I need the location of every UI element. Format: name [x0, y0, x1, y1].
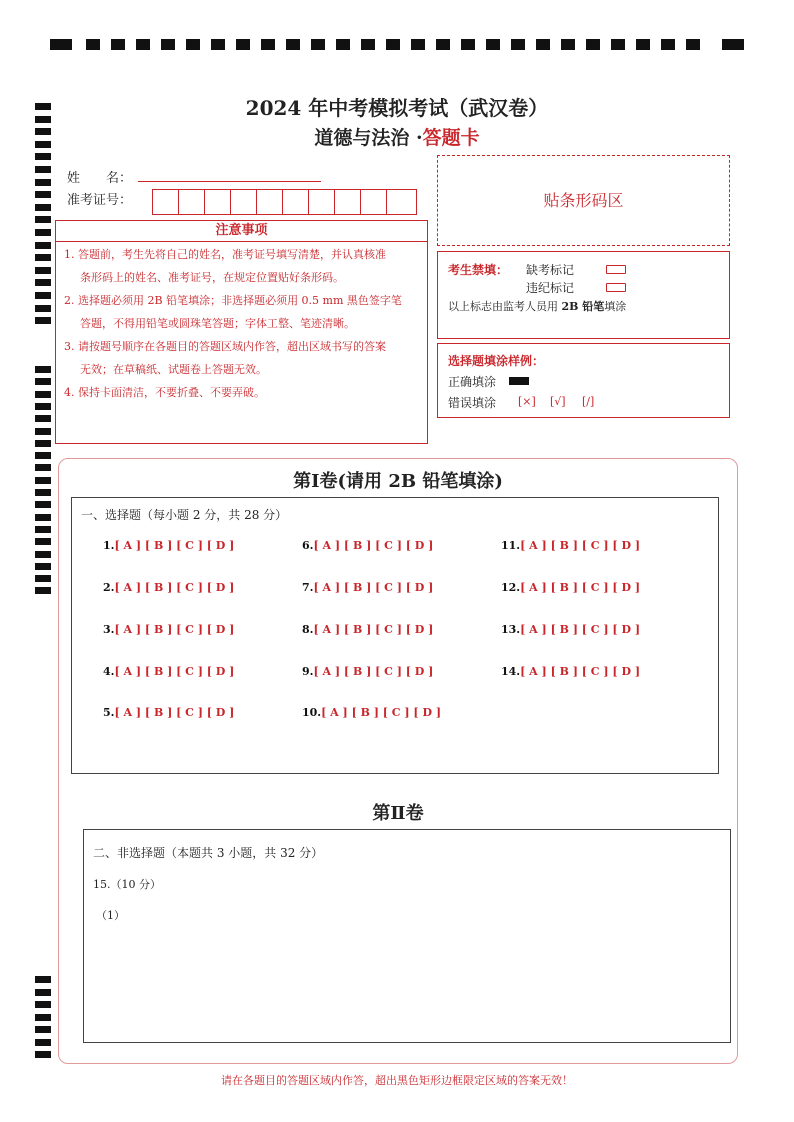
timing-mark	[35, 428, 51, 435]
notice-body	[55, 241, 428, 444]
timing-mark	[35, 403, 51, 410]
exam-id-label: 准考证号：	[67, 193, 133, 208]
note-text: 以上标志由监考人员用	[448, 300, 562, 313]
timing-mark	[35, 1051, 51, 1058]
timing-mark	[35, 179, 51, 186]
timing-mark	[35, 242, 51, 249]
timing-mark	[35, 229, 51, 236]
timing-mark	[35, 477, 51, 484]
correct-fill-label: 正确填涂	[448, 375, 497, 389]
fill-example-box	[437, 343, 730, 418]
answer-card-label: 答题卡	[422, 127, 480, 149]
timing-mark	[35, 587, 51, 594]
question-4[interactable]: 4.[ A ] [ B ] [ C ] [ D ]	[103, 665, 235, 678]
timing-mark	[35, 267, 51, 274]
timing-mark	[35, 976, 51, 983]
question-13[interactable]: 13.[ A ] [ B ] [ C ] [ D ]	[501, 623, 641, 636]
page-title: 2024 年中考模拟考试（武汉卷）	[245, 96, 549, 120]
timing-mark	[35, 464, 51, 471]
name-label: 姓 名：	[67, 171, 133, 186]
notice-line: 无效；在草稿纸、试题卷上答题无效。	[80, 363, 267, 376]
timing-mark	[35, 514, 51, 521]
timing-mark	[35, 153, 51, 160]
absent-mark-box[interactable]	[606, 265, 626, 274]
subject-name: 道德与法治 ·	[314, 127, 423, 149]
notice-heading: 注意事项	[55, 220, 428, 242]
notice-line: 3. 请按题号顺序在各题目的答题区域内作答，超出区域书写的答案	[64, 340, 386, 353]
question-5[interactable]: 5.[ A ] [ B ] [ C ] [ D ]	[103, 706, 235, 719]
timing-mark	[35, 501, 51, 508]
forbidden-label: 考生禁填：	[448, 263, 509, 277]
question-7[interactable]: 7.[ A ] [ B ] [ C ] [ D ]	[302, 581, 434, 594]
question-6[interactable]: 6.[ A ] [ B ] [ C ] [ D ]	[302, 539, 434, 552]
notice-line: 2. 选择题必须用 2B 铅笔填涂；非选择题必须用 0.5 mm 黑色签字笔	[64, 294, 402, 307]
violation-label: 违纪标记	[526, 281, 575, 295]
mc-section-label: 一、选择题（每小题 2 分，共 28 分）	[81, 508, 288, 522]
question-8[interactable]: 8.[ A ] [ B ] [ C ] [ D ]	[302, 623, 434, 636]
timing-mark	[35, 279, 51, 286]
correct-fill-mark	[509, 377, 529, 385]
barcode-label: 贴条形码区	[543, 191, 624, 210]
timing-mark	[35, 575, 51, 582]
timing-mark	[35, 415, 51, 422]
question-12[interactable]: 12.[ A ] [ B ] [ C ] [ D ]	[501, 581, 641, 594]
timing-mark	[35, 1014, 51, 1021]
exam-id-grid[interactable]	[152, 189, 417, 215]
timing-mark	[35, 166, 51, 173]
timing-mark	[35, 551, 51, 558]
timing-mark	[35, 378, 51, 385]
part2-title: 第Ⅱ卷	[372, 803, 424, 824]
name-field[interactable]	[138, 181, 321, 182]
violation-mark-box[interactable]	[606, 283, 626, 292]
timing-mark	[35, 563, 51, 570]
wrong-fill-label: 错误填涂	[448, 396, 497, 410]
timing-mark	[35, 989, 51, 996]
question-9[interactable]: 9.[ A ] [ B ] [ C ] [ D ]	[302, 665, 434, 678]
question-3[interactable]: 3.[ A ] [ B ] [ C ] [ D ]	[103, 623, 235, 636]
note-bold: 2B 铅笔	[561, 300, 605, 313]
wrong-mark-check: [√]	[550, 395, 566, 408]
notice-line: 4. 保持卡面清洁，不要折叠、不要弄破。	[64, 386, 265, 399]
timing-mark	[35, 526, 51, 533]
timing-mark	[35, 292, 51, 299]
note-text: 填涂	[604, 300, 627, 313]
timing-mark	[35, 305, 51, 312]
timing-mark	[35, 452, 51, 459]
timing-mark	[35, 1039, 51, 1046]
proctor-note	[448, 298, 626, 314]
question-10[interactable]: 10.[ A ] [ B ] [ C ] [ D ]	[302, 706, 442, 719]
timing-mark	[35, 317, 51, 324]
wrong-mark-slash: [/]	[582, 395, 595, 408]
timing-mark	[35, 216, 51, 223]
notice-line: 答题，不得用铅笔或圆珠笔答题；字体工整、笔迹清晰。	[80, 317, 355, 330]
nonmc-section-label: 二、非选择题（本题共 3 小题，共 32 分）	[93, 846, 324, 860]
question-2[interactable]: 2.[ A ] [ B ] [ C ] [ D ]	[103, 581, 235, 594]
timing-mark	[35, 254, 51, 261]
timing-mark	[35, 440, 51, 447]
proctor-marks-box	[437, 251, 730, 339]
fill-example-heading: 选择题填涂样例：	[448, 354, 545, 368]
question-15-label: 15.（10 分）	[93, 878, 161, 891]
timing-mark	[35, 489, 51, 496]
timing-mark	[35, 1026, 51, 1033]
notice-line: 条形码上的姓名、准考证号，在规定位置贴好条形码。	[80, 271, 344, 284]
timing-mark	[35, 1001, 51, 1008]
part1-title: 第Ⅰ卷(请用 2B 铅笔填涂)	[293, 471, 503, 492]
timing-mark	[35, 366, 51, 373]
question-1[interactable]: 1.[ A ] [ B ] [ C ] [ D ]	[103, 539, 235, 552]
notice-line: 1. 答题前，考生先将自己的姓名，准考证号填写清楚，并认真核准	[64, 248, 386, 261]
page-subtitle	[0, 123, 794, 150]
question-14[interactable]: 14.[ A ] [ B ] [ C ] [ D ]	[501, 665, 641, 678]
multiple-choice-box	[71, 497, 719, 774]
timing-mark	[35, 391, 51, 398]
timing-mark	[35, 191, 51, 198]
wrong-mark-x: [×]	[518, 395, 536, 408]
timing-mark	[35, 204, 51, 211]
question-15-sub1: （1）	[96, 909, 125, 922]
question-11[interactable]: 11.[ A ] [ B ] [ C ] [ D ]	[501, 539, 641, 552]
timing-mark	[35, 538, 51, 545]
footer-warning: 请在各题目的答题区域内作答，超出黑色矩形边框限定区域的答案无效！	[221, 1074, 573, 1087]
absent-label: 缺考标记	[526, 263, 575, 277]
barcode-area	[437, 155, 730, 246]
free-answer-box[interactable]	[83, 829, 731, 1043]
